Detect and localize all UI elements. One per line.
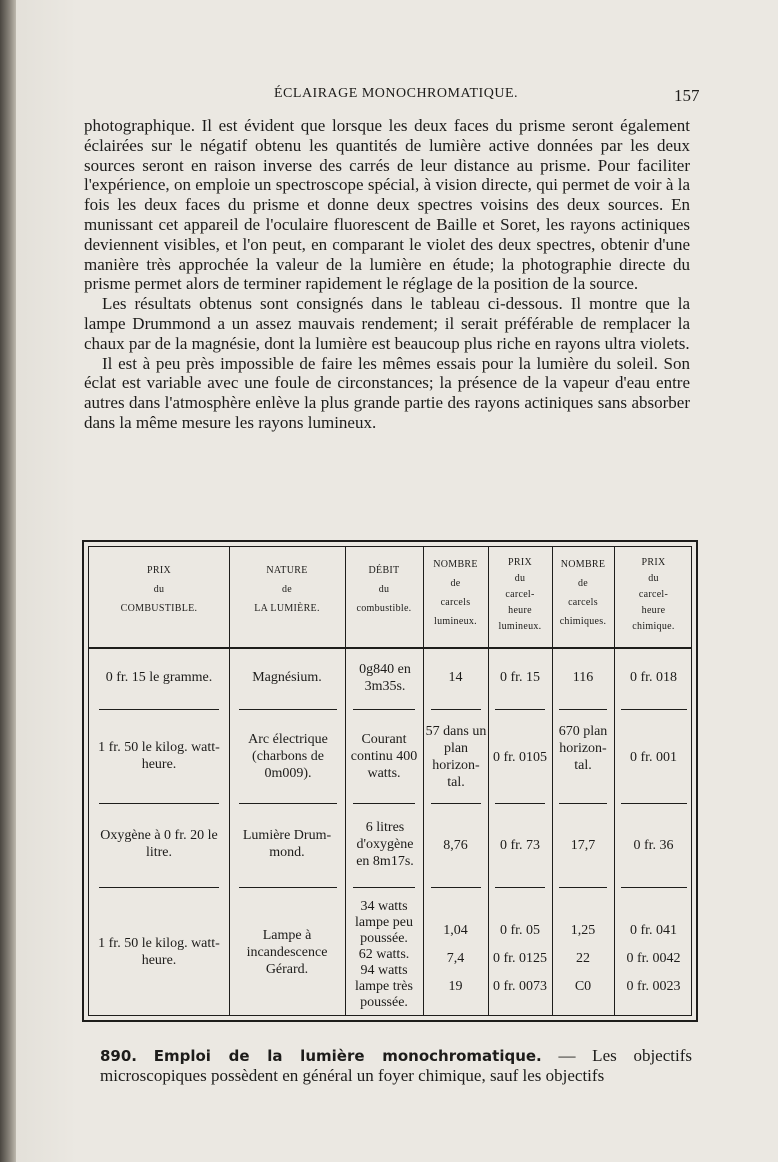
table-cell: 1 fr. 50 le kilog. watt-heure. [98,740,220,772]
table-cell: 0 fr. 018 [629,670,678,685]
table-cell: 0 fr. 05 0 fr. 0125 0 fr. 0073 [492,923,548,994]
table-cell: 0 fr. 73 [499,838,541,853]
table-cell: Arc électrique (charbons de 0m009). [248,732,328,781]
table-header: PRIX du COMBUSTIBLE. [120,565,198,614]
table-cell: 0 fr. 15 le gramme. [105,670,213,685]
table-cell: 0 fr. 001 [629,750,678,765]
table-cell: 1,25 22 C0 [570,923,596,994]
table-cell: 1,04 7,4 19 [443,923,468,994]
table-cell: 0g840 en 3m35s. [359,662,411,694]
table-cell: 670 plan horizon-tal. [558,724,608,773]
section-number: 890. [100,1047,138,1065]
table-cell: Oxygène à 0 fr. 20 le litre. [100,828,218,860]
table-cell: 34 watts lampe peu poussée. 62 watts. 94 watts lampe très poussée. [355,899,413,1010]
table-cell: Magnésium. [252,670,322,685]
table-header: DÉBIT du combustible. [356,565,412,614]
table-cell: 0 fr. 041 0 fr. 0042 0 fr. 0023 [626,923,681,994]
section-text: — Les objectifs microscopiques possèdent en général un foyer chimique, sauf les objectifs [100,1046,692,1085]
header-rule [89,647,691,649]
table-cell: 116 [572,670,594,685]
table-cell: 0 fr. 36 [633,838,674,853]
table-cell: 6 litres d'oxygène en 8m17s. [356,820,414,869]
paragraph: Il est à peu près impossible de faire les mêmes essais pour la lumière du soleil. Son éclat est variable avec une foule de circonstances; la présence de la vapeur d'eau entre autres dans l'atmosphère enlève la plus grande partie des rayons actiniques sans absorber dans la même mesure les rayons lumineux. [84,353,690,432]
body-text [84,116,690,433]
table-cell: 0 fr. 0105 [492,750,548,765]
table-frame [88,546,692,1016]
table-cell: 14 [448,670,463,685]
table-cell: Lumière Drum-mond. [242,828,332,860]
paragraph: Les résultats obtenus sont consignés dans le tableau ci-dessous. Il montre que la lampe Drummond a un assez mauvais rendement; il serait préférable de remplacer la chaux par de la magnésie, dont la lumière est beaucoup plus riche en rayons ultra violets. [84,294,690,353]
paragraph: photographique. Il est évident que lorsque les deux faces du prisme seront également éclairées sur le négatif obtenu les quantités de lumière active données par les deux sources seront en raison inverse des carrés de leur distance au prisme. Pour faciliter l'expérience, on emploie un spectroscope spécial, à vision directe, qui permet de voir à la fois les deux faces du prisme et donne deux spectres voisins des deux sources. En munissant cet appareil de l'oculaire fluorescent de Baille et Soret, les rayons actiniques deviennent visibles, et l'on peut, en comparant le violet des deux spectres, obtenir d'une manière très approchée la valeur de la lumière en étude; la photographie directe du prisme permet alors de terminer rapidement le réglage de la position de la source. [84,116,690,294]
book-spine [0,0,16,1162]
table-header: PRIX du carcel- heure chimique. [632,557,675,632]
page-number: 157 [674,86,700,105]
results-table [82,540,698,1022]
table-cell: Courant continu 400 watts. [350,732,418,781]
table-header: NOMBRE de carcels chimiques. [559,559,607,627]
table-header: NATURE de LA LUMIÈRE. [254,565,320,614]
section-title: Emploi de la lumière monochromatique. [153,1047,542,1065]
table-header: PRIX du carcel- heure lumineux. [498,557,542,632]
table-cell: 1 fr. 50 le kilog. watt-heure. [98,936,220,968]
table-cell: 0 fr. 15 [499,670,541,685]
book-page [16,0,778,1162]
table-cell: 57 dans un plan horizon-tal. [425,724,487,790]
table-cell: 8,76 [443,838,468,853]
table-cell: Lampe à incandescence Gérard. [246,928,328,977]
section-890 [100,1046,692,1086]
table-cell: 17,7 [570,838,596,853]
table-header: NOMBRE de carcels lumineux. [433,559,478,627]
running-header: ÉCLAIRAGE MONOCHROMATIQUE. [274,86,518,101]
